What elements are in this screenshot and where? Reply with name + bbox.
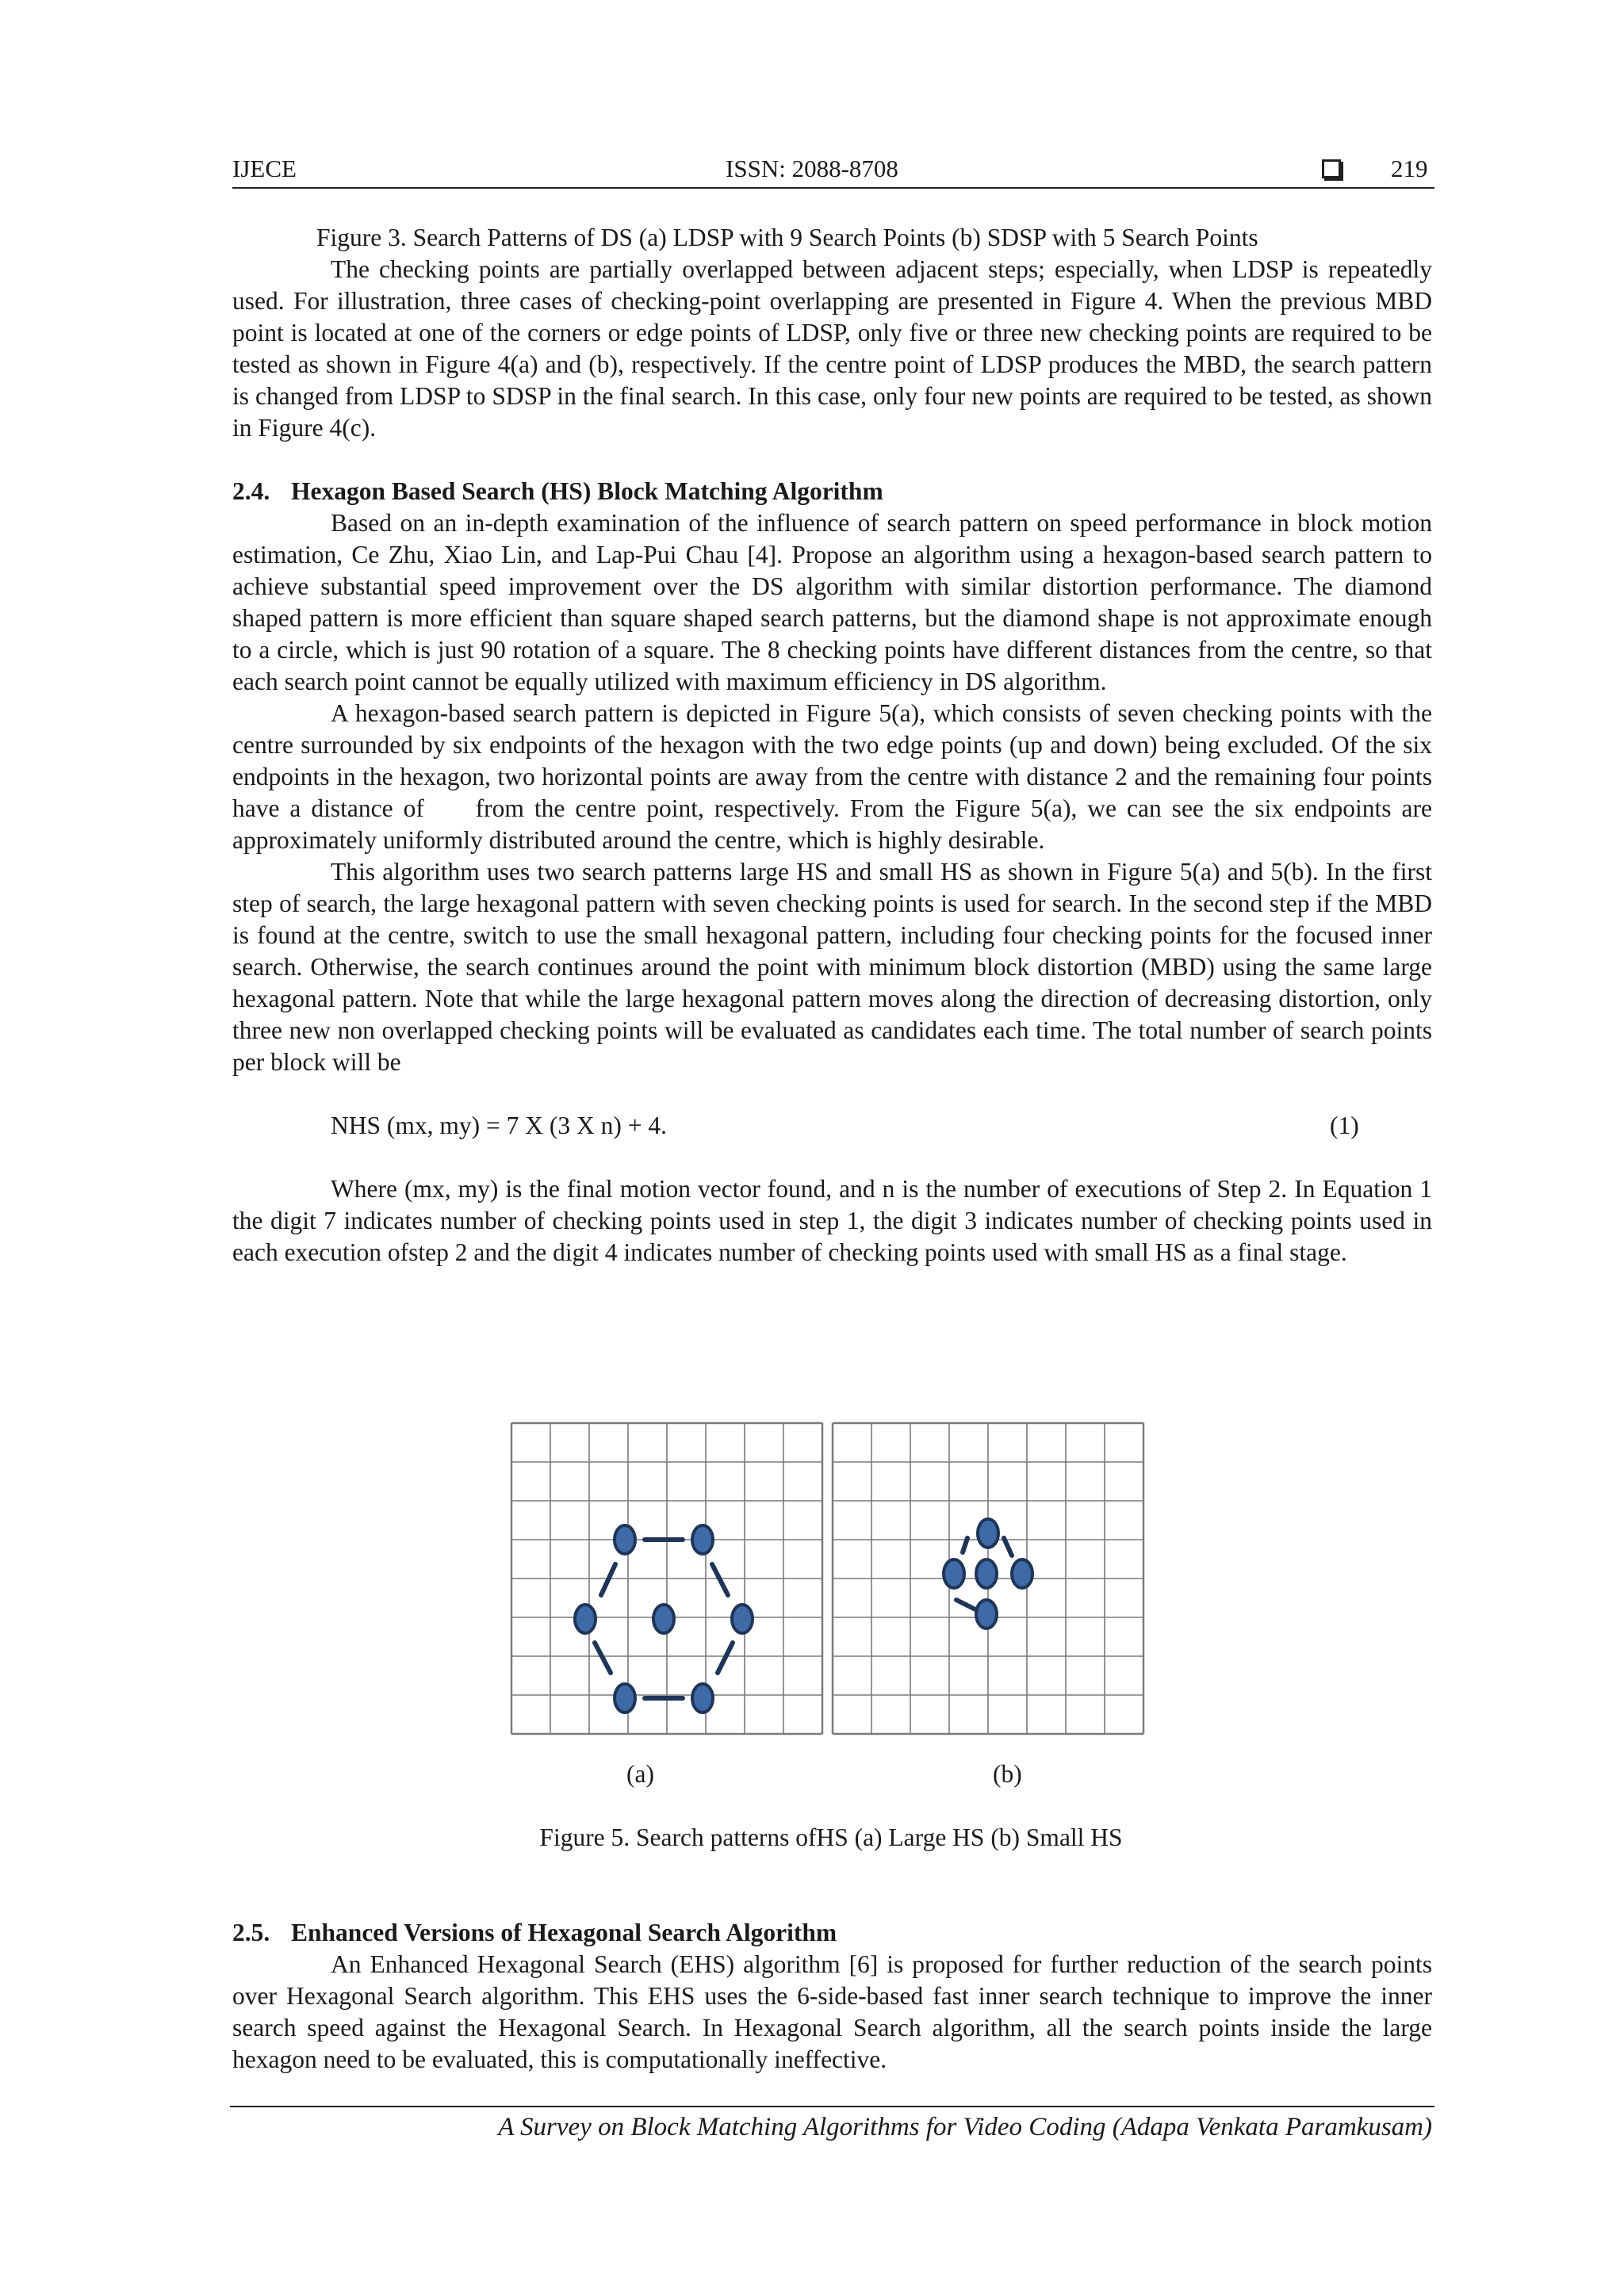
equation-1	[232, 1110, 1432, 1142]
header-rule	[232, 187, 1434, 189]
section-title: Enhanced Versions of Hexagonal Search Algorithm	[291, 1919, 837, 1946]
figure-3-caption: Figure 3. Search Patterns of DS (a) LDSP with 9 Search Points (b) SDSP with 5 Search Points	[316, 224, 1258, 251]
large-hs-search-point	[732, 1605, 753, 1633]
lower-text-block	[232, 1917, 1432, 2076]
section-2-5-heading	[232, 1917, 1432, 1949]
paragraph-hexagon-pattern: A hexagon-based search pattern is depicted in Figure 5(a), which consists of seven checking points with the centre surrounded by six endpoints of the hexagon with the two edge points (up and down) being excluded. Of the six endpoints in the hexagon, two horizontal points are away from the centre with distance 2 and the remaining four points have a distance of from the centre point, respectively. From the Figure 5(a), we can see the six endpoints are approximately uniformly distributed around the centre, which is highly desirable.	[232, 699, 1432, 854]
page-number: 219	[1391, 155, 1428, 182]
figure-5-caption: Figure 5. Search patterns ofHS (a) Large HS (b) Small HS	[539, 1823, 1123, 1851]
figure-5b-label: (b)	[993, 1760, 1022, 1788]
large-hs-search-point	[692, 1525, 713, 1554]
equation-number: (1)	[1330, 1112, 1359, 1139]
small-hs-center-point	[976, 1559, 997, 1588]
figure-5-diagram	[508, 1419, 1158, 1760]
footer-rule	[230, 2106, 1434, 2107]
hexagon-edge-dash	[601, 1564, 615, 1595]
paragraph-hs-intro: Based on an in-depth examination of the influence of search pattern on speed performance in block motion estimation, Ce Zhu, Xiao Lin, and Lap-Pui Chau [4]. Propose an algorithm using a hexagon-based search pattern to achieve substantial speed improvement over the DS algorithm with similar distortion performance. The diamond shaped pattern is more efficient than square shaped search patterns, but the diamond shape is not approximate enough to a circle, which is just 90 rotation of a square. The 8 checking points have different distances from the centre, so that each search point cannot be equally utilized with maximum efficiency in DS algorithm.	[232, 509, 1432, 695]
large-hs-search-point	[692, 1684, 713, 1712]
paragraph-ehs: An Enhanced Hexagonal Search (EHS) algorithm [6] is proposed for further reduction of the search points over Hexagonal Search algorithm. This EHS uses the 6-side-based fast inner search technique to improve the inner search speed against the Hexagonal Search. In Hexagonal Search algorithm, all the search points inside the large hexagon need to be evaluated, this is computationally ineffective.	[232, 1950, 1432, 2073]
small-hs-search-point	[944, 1559, 964, 1588]
large-hs-grid	[511, 1423, 822, 1734]
small-hs-search-point	[1012, 1559, 1032, 1588]
section-number: 2.4.	[232, 477, 270, 505]
large-hs-points	[575, 1525, 753, 1712]
small-hs-search-point	[976, 1600, 997, 1628]
large-hs-search-point	[615, 1684, 635, 1712]
large-hs-center-point	[653, 1605, 674, 1633]
section-title: Hexagon Based Search (HS) Block Matching Algorithm	[291, 477, 883, 505]
hexagon-edge-dash	[712, 1564, 728, 1595]
upper-text-block	[232, 222, 1432, 1269]
checkbox-bullet-icon	[1322, 155, 1341, 182]
small-hs-search-point	[978, 1519, 998, 1548]
large-hs-search-point	[615, 1525, 635, 1554]
hexagon-edge-dash	[718, 1643, 733, 1673]
hexagon-edge-dash	[956, 1600, 975, 1609]
section-number: 2.5.	[232, 1919, 270, 1946]
issn: ISSN: 2088-8708	[726, 155, 898, 182]
large-hs-search-point	[575, 1605, 596, 1633]
paragraph-algorithm-steps: This algorithm uses two search patterns large HS and small HS as shown in Figure 5(a) and 5(b). In the first step of search, the large hexagonal pattern with seven checking points is used for search. In the second step if the MBD is found at the centre, switch to use the small hexagonal pattern, including four checking points for the focused inner search. Otherwise, the search continues around the point with minimum block distortion (MBD) using the same large hexagonal pattern. Note that while the large hexagonal pattern moves along the direction of decreasing distortion, only three new non overlapped checking points will be evaluated as candidates each time. The total number of search points per block will be	[232, 858, 1432, 1076]
equation-expression: NHS (mx, my) = 7 X (3 X n) + 4.	[331, 1112, 668, 1139]
section-2-4-heading	[232, 476, 1432, 507]
figure-5a-label: (a)	[626, 1760, 654, 1788]
paragraph-checking-points: The checking points are partially overlapped between adjacent steps; especially, when LDSP is repeatedly used. For illustration, three cases of checking-point overlapping are presented in Figure 4. When the previous MBD point is located at one of the corners or edge points of LDSP, only five or three new checking points are required to be tested as shown in Figure 4(a) and (b), respectively. If the centre point of LDSP produces the MBD, the search pattern is changed from LDSP to SDSP in the final search. In this case, only four new points are required to be tested, as shown in Figure 4(c).	[232, 255, 1432, 442]
small-hs-points	[944, 1519, 1032, 1628]
running-footer: A Survey on Block Matching Algorithms for Video Coding (Adapa Venkata Paramkusam)	[498, 2113, 1432, 2141]
hexagon-edge-dash	[595, 1643, 611, 1673]
paragraph-equation-explanation: Where (mx, my) is the final motion vector found, and n is the number of executions of Step 2. In Equation 1 the digit 7 indicates number of checking points used in step 1, the digit 3 indicates number of checking points used in each execution ofstep 2 and the digit 4 indicates number of checking points used with small HS as a final stage.	[232, 1175, 1432, 1266]
journal-name: IJECE	[232, 155, 297, 182]
hexagon-edge-dash	[1004, 1538, 1012, 1556]
